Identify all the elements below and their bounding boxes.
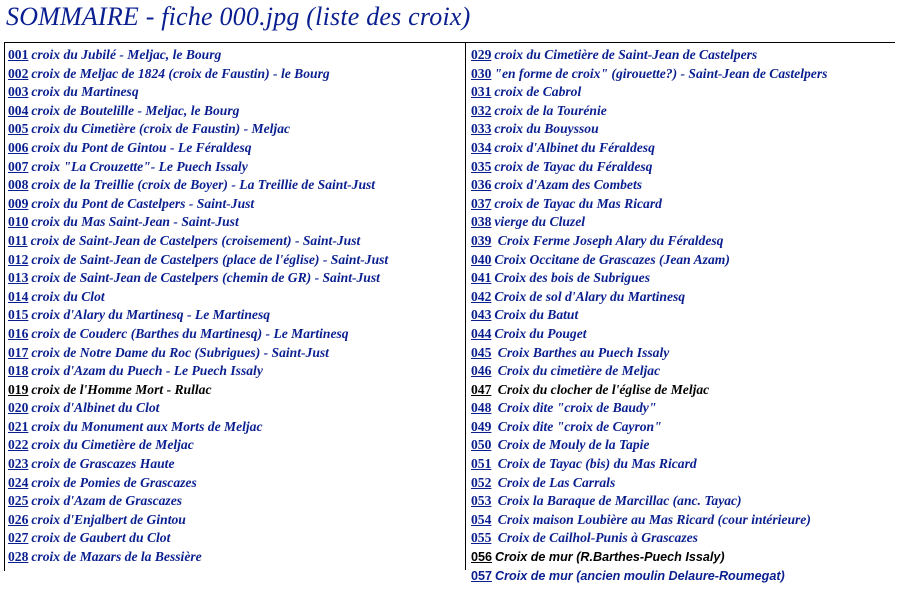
fiche-link[interactable]: 028	[8, 549, 29, 565]
fiche-link[interactable]: 047	[471, 381, 492, 397]
fiche-link[interactable]: 032	[471, 102, 492, 118]
list-item	[8, 139, 464, 158]
list-item	[471, 362, 895, 381]
item-label: Croix de mur (R.Barthes-Puech Issaly)	[495, 550, 725, 565]
item-label: croix du Pont de Castelpers - Saint-Just	[31, 195, 255, 211]
list-item	[8, 529, 464, 548]
fiche-link[interactable]: 053	[471, 493, 492, 509]
item-label: croix d'Albinet du Féraldesq	[494, 139, 655, 155]
list-item	[471, 548, 895, 567]
item-label: croix de Tayac du Féraldesq	[494, 158, 653, 174]
list-item	[8, 83, 464, 102]
item-label: Croix de mur (ancien moulin Delaure-Roumegat)	[495, 568, 785, 583]
fiche-link[interactable]: 054	[471, 511, 492, 527]
fiche-link[interactable]: 046	[471, 363, 492, 379]
list-item	[471, 102, 895, 121]
fiche-link[interactable]: 052	[471, 474, 492, 490]
item-label: "en forme de croix" (girouette?) - Saint-Jean de Castelpers	[494, 65, 828, 81]
fiche-link[interactable]: 010	[8, 214, 29, 230]
list-item	[8, 381, 464, 400]
list-item	[8, 492, 464, 511]
item-label: croix d'Azam du Puech - Le Puech Issaly	[31, 363, 263, 379]
item-label: Croix Barthes au Puech Issaly	[494, 344, 670, 360]
item-label: Croix Ferme Joseph Alary du Féraldesq	[494, 232, 724, 248]
item-label: croix du Clot	[31, 288, 105, 304]
list-item	[8, 46, 464, 65]
item-label: Croix du Batut	[494, 307, 579, 323]
fiche-link[interactable]: 041	[471, 270, 492, 286]
fiche-link[interactable]: 037	[471, 195, 492, 211]
fiche-link[interactable]: 014	[8, 288, 29, 304]
list-item	[8, 65, 464, 84]
list-item	[471, 325, 895, 344]
fiche-link[interactable]: 018	[8, 363, 29, 379]
list-item	[8, 362, 464, 381]
item-label: croix de Pomies de Grascazes	[31, 474, 197, 490]
fiche-link[interactable]: 050	[471, 437, 492, 453]
list-item	[8, 195, 464, 214]
fiche-link[interactable]: 013	[8, 270, 29, 286]
list-item	[8, 120, 464, 139]
list-item	[471, 529, 895, 548]
fiche-link[interactable]: 038	[471, 214, 492, 230]
column-divider	[465, 42, 466, 570]
list-item	[8, 548, 464, 567]
item-label: Croix du cimetière de Meljac	[494, 363, 661, 379]
fiche-link[interactable]: 033	[471, 121, 492, 137]
item-label: croix de Saint-Jean de Castelpers (croisement) - Saint-Just	[30, 232, 361, 248]
fiche-link[interactable]: 005	[8, 121, 29, 137]
item-label: croix de Saint-Jean de Castelpers (place de l'église) - Saint-Just	[31, 251, 389, 267]
item-label: Croix Occitane de Grascazes (Jean Azam)	[494, 251, 730, 267]
fiche-link[interactable]: 003	[8, 84, 29, 100]
item-label: croix "La Crouzette"- Le Puech Issaly	[31, 158, 248, 174]
list-item	[471, 269, 895, 288]
item-label: croix de Tayac du Mas Ricard	[494, 195, 662, 211]
fiche-link[interactable]: 042	[471, 288, 492, 304]
list-item	[8, 325, 464, 344]
list-item	[8, 102, 464, 121]
fiche-link[interactable]: 055	[471, 530, 492, 546]
list-item	[471, 120, 895, 139]
fiche-link[interactable]: 022	[8, 437, 29, 453]
list-item	[8, 158, 464, 177]
fiche-link[interactable]: 004	[8, 102, 29, 118]
list-item	[8, 288, 464, 307]
list-item	[471, 213, 895, 232]
fiche-link[interactable]: 001	[8, 47, 29, 62]
fiche-link[interactable]: 036	[471, 177, 492, 193]
fiche-link[interactable]: 049	[471, 418, 492, 434]
left-column-list	[8, 46, 464, 567]
fiche-link[interactable]: 048	[471, 400, 492, 416]
item-label: croix d'Azam de Grascazes	[31, 493, 183, 509]
list-item	[471, 306, 895, 325]
list-item	[471, 474, 895, 493]
item-label: croix du Martinesq	[31, 84, 139, 100]
fiche-link[interactable]: 006	[8, 139, 29, 155]
fiche-link[interactable]: 026	[8, 511, 29, 527]
fiche-link[interactable]: 056	[471, 550, 493, 565]
item-label: croix du Bouyssou	[494, 121, 599, 137]
fiche-link[interactable]: 012	[8, 251, 29, 267]
fiche-link[interactable]: 031	[471, 84, 492, 100]
list-item	[8, 251, 464, 270]
list-item	[8, 455, 464, 474]
item-label: croix du Pont de Gintou - Le Féraldesq	[31, 139, 252, 155]
list-item	[8, 213, 464, 232]
item-label: croix de Gaubert du Clot	[31, 530, 171, 546]
fiche-link[interactable]: 051	[471, 456, 492, 472]
item-label: croix de Saint-Jean de Castelpers (chemin de GR) - Saint-Just	[31, 270, 380, 286]
list-item	[471, 139, 895, 158]
fiche-link[interactable]: 019	[8, 381, 29, 397]
item-label: croix de Cabrol	[494, 84, 582, 100]
fiche-link[interactable]: 002	[8, 65, 29, 81]
list-item	[471, 251, 895, 270]
item-label: croix de la Treillie (croix de Boyer) - La Treillie de Saint-Just	[31, 177, 376, 193]
list-item	[471, 455, 895, 474]
list-item	[471, 492, 895, 511]
fiche-link[interactable]: 027	[8, 530, 29, 546]
item-label: croix du Jubilé - Meljac, le Bourg	[31, 47, 222, 62]
item-label: Croix de sol d'Alary du Martinesq	[494, 288, 686, 304]
list-item	[8, 418, 464, 437]
list-item	[471, 511, 895, 530]
list-item	[471, 436, 895, 455]
fiche-link[interactable]: 011	[8, 232, 28, 248]
item-label: croix d'Albinet du Clot	[31, 400, 160, 416]
item-label: croix de Boutelille - Meljac, le Bourg	[31, 102, 240, 118]
item-label: croix de Mazars de la Bessière	[31, 549, 202, 565]
fiche-link[interactable]: 029	[471, 47, 492, 62]
item-label: croix du Cimetière de Meljac	[31, 437, 194, 453]
fiche-link[interactable]: 009	[8, 195, 29, 211]
fiche-link[interactable]: 045	[471, 344, 492, 360]
item-label: Croix la Baraque de Marcillac (anc. Tayac)	[494, 493, 742, 509]
fiche-link[interactable]: 017	[8, 344, 29, 360]
list-item	[471, 567, 895, 586]
list-item	[471, 65, 895, 84]
item-label: croix d'Azam des Combets	[494, 177, 643, 193]
item-label: Croix des bois de Subrigues	[494, 270, 650, 286]
list-item	[471, 195, 895, 214]
list-item	[471, 381, 895, 400]
list-item	[8, 474, 464, 493]
fiche-link[interactable]: 020	[8, 400, 29, 416]
item-label: Croix de Cailhol-Punis à Grascazes	[494, 530, 698, 546]
list-item	[471, 418, 895, 437]
fiche-link[interactable]: 023	[8, 456, 29, 472]
item-label: croix de la Tourénie	[494, 102, 607, 118]
fiche-link[interactable]: 007	[8, 158, 29, 174]
list-item	[471, 288, 895, 307]
fiche-link[interactable]: 040	[471, 251, 492, 267]
item-label: Croix de Tayac (bis) du Mas Ricard	[494, 456, 697, 472]
list-item	[8, 269, 464, 288]
fiche-link[interactable]: 043	[471, 307, 492, 323]
right-column-list	[471, 46, 895, 585]
list-item	[8, 436, 464, 455]
list-item	[8, 511, 464, 530]
item-label: croix de Meljac de 1824 (croix de Faustin) - le Bourg	[31, 65, 330, 81]
item-label: croix du Monument aux Morts de Meljac	[31, 418, 263, 434]
fiche-link[interactable]: 015	[8, 307, 29, 323]
list-item	[471, 344, 895, 363]
page-title: SOMMAIRE - fiche 000.jpg (liste des croix)	[6, 2, 471, 31]
fiche-link[interactable]: 008	[8, 177, 29, 193]
fiche-link[interactable]: 016	[8, 325, 29, 341]
item-label: croix du Cimetière (croix de Faustin) - Meljac	[31, 121, 291, 137]
item-label: croix du Mas Saint-Jean - Saint-Just	[31, 214, 239, 230]
fiche-link[interactable]: 034	[471, 139, 492, 155]
fiche-link[interactable]: 035	[471, 158, 492, 174]
list-item	[8, 399, 464, 418]
item-label: Croix dite "croix de Cayron"	[494, 418, 662, 434]
fiche-link[interactable]: 021	[8, 418, 29, 434]
fiche-link[interactable]: 044	[471, 325, 492, 341]
list-item	[471, 232, 895, 251]
list-item	[471, 176, 895, 195]
list-item	[471, 158, 895, 177]
item-label: Croix maison Loubière au Mas Ricard (cour intérieure)	[494, 511, 811, 527]
item-label: croix de Couderc (Barthes du Martinesq) - Le Martinesq	[31, 325, 349, 341]
item-label: Croix de Las Carrals	[494, 474, 616, 490]
fiche-link[interactable]: 057	[471, 568, 493, 583]
fiche-link[interactable]: 039	[471, 232, 492, 248]
item-label: croix de l'Homme Mort - Rullac	[31, 381, 212, 397]
fiche-link[interactable]: 030	[471, 65, 492, 81]
item-label: Croix du clocher de l'église de Meljac	[494, 381, 710, 397]
item-label: croix d'Enjalbert de Gintou	[31, 511, 186, 527]
item-label: Croix de Mouly de la Tapie	[494, 437, 650, 453]
fiche-link[interactable]: 025	[8, 493, 29, 509]
list-item	[471, 399, 895, 418]
list-item	[8, 344, 464, 363]
list-item	[8, 306, 464, 325]
item-label: Croix dite "croix de Baudy"	[494, 400, 657, 416]
list-item	[8, 176, 464, 195]
item-label: croix du Cimetière de Saint-Jean de Castelpers	[494, 47, 758, 62]
list-item	[471, 46, 895, 65]
list-item	[8, 232, 464, 251]
list-item	[471, 83, 895, 102]
item-label: croix de Notre Dame du Roc (Subrigues) - Saint-Just	[31, 344, 329, 360]
item-label: vierge du Cluzel	[494, 214, 586, 230]
item-label: croix de Grascazes Haute	[31, 456, 175, 472]
fiche-link[interactable]: 024	[8, 474, 29, 490]
item-label: Croix du Pouget	[494, 325, 587, 341]
item-label: croix d'Alary du Martinesq - Le Martinesq	[31, 307, 271, 323]
